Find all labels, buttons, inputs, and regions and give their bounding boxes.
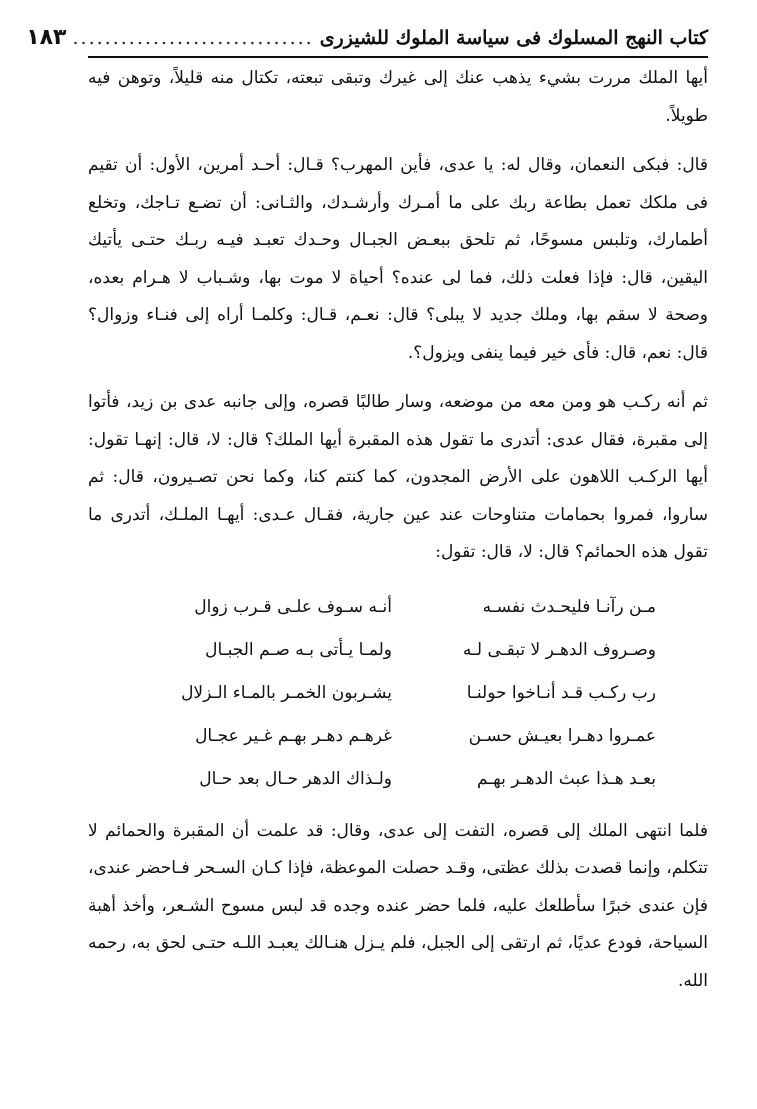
running-header bbox=[26, 22, 708, 54]
verse-second-hemistich: ولمـا يـأتى بـه صـم الجبـال bbox=[205, 639, 392, 660]
paragraph-2: قال: فبكى النعمان، وقال له: يا عدى، فأين المهرب؟ قـال: أحـد أمرين، الأول: أن تقيم فى ملكك تعمل بطاعة ربك على ما أمـرك وأرشـدك، والثـانى: أن تضـع تـاجك، وتخلع أطمارك، وتلبس مسوحًا، ثم تلحق ببعـض الجبـال وحـدك تعبـد فيـه ربـك حتـى يأتيك اليقين، قال: فإذا فعلت ذلك، فما لى عنده؟ أحياة لا موت بها، وشـباب لا هـرام بعده، وصحة لا سقم بها، وملك جديد لا يبلى؟ قال: نعـم، قـال: وكلمـا أراه إلى فنـاء وزوال؟ قال: نعم، قال: فأى خير فيما ينفى ويزول؟. bbox=[88, 155, 709, 363]
verse-second-hemistich: ولـذاك الدهر حـال بعد حـال bbox=[199, 768, 392, 789]
verse-first-hemistich: مـن رآنـا فليحـدث نفسـه bbox=[482, 596, 656, 617]
verse-first-hemistich: عمـروا دهـرا بعيـش حسـن bbox=[468, 725, 656, 746]
poem-verse bbox=[88, 586, 656, 629]
paragraph-3: ثم أنه ركـب هو ومن معه من موضعه، وسار طالبًا قصره، وإلى جانبه عدى بن زيد، فأتوا إلى مقبرة، فقال عدى: أتدرى ما تقول هذه المقبرة أيها الملك؟ قال: لا، قال: إنهـا تقول: أيها الركـب اللاهون على الأرض المجدون، كما كنتم كنا، وكما نحن تصـيرون، قال: ثم ساروا، فمروا بحمامات متناوحات عند عين جارية، فقـال عـدى: أيهـا الملـك، أتدرى ما تقول هذه الحمائم؟ قال: لا، قال: تقول: bbox=[88, 392, 708, 562]
verse-first-hemistich: رب ركـب قـد أنـاخوا حولنـا bbox=[466, 682, 656, 703]
poem-verse bbox=[88, 629, 656, 672]
page-number: ١٨٣ bbox=[26, 25, 67, 50]
verse-first-hemistich: وصـروف الدهـر لا تبقـى لـه bbox=[462, 639, 656, 660]
verse-second-hemistich: غرهـم دهـر بهـم غـير عجـال bbox=[195, 725, 392, 746]
header-leader-dots: .............................. bbox=[72, 27, 314, 49]
verse-second-hemistich: يشـربون الخمـر بالمـاء الـزلال bbox=[181, 682, 392, 703]
header-title: كتاب النهج المسلوك فى سياسة الملوك للشيزرى bbox=[319, 27, 708, 49]
poem bbox=[88, 586, 708, 801]
poem-verse bbox=[88, 672, 656, 715]
poem-verse bbox=[88, 758, 656, 801]
document-page bbox=[26, 22, 709, 1000]
closing-paragraph: فلما انتهى الملك إلى قصره، التفت إلى عدى، وقال: قد علمت أن المقبرة والحمائم لا تتكلم، وإنما قصدت بذلك عظتى، وقـد حصلت الموعظة، فإذا كـان السـحر فـاحضر عندى، فإن عندى خبرًا سأطلعك عليه، فلما حضر عنده وجده قد لبس مسوح الشـعر، وأخذ أهبة السياحة، فودع عديًا، ثم ارتقى إلى الجبل، فلم يـزل هنـالك يعبـد اللـه حتـى لحق به، رحمه الله. bbox=[88, 820, 708, 991]
poem-verse bbox=[88, 715, 656, 758]
verse-second-hemistich: أنـه سـوف علـى قـرب زوال bbox=[194, 596, 392, 617]
paragraph-1: أيها الملك مررت بشيء يذهب عنك إلى غيرك وتبقى تبعته، تكتال منه قليلاً، وتوهن فيه طويلاً. bbox=[88, 68, 708, 126]
header-rule bbox=[88, 56, 708, 58]
verse-first-hemistich: بعـد هـذا عبث الدهـر بهـم bbox=[476, 768, 656, 789]
